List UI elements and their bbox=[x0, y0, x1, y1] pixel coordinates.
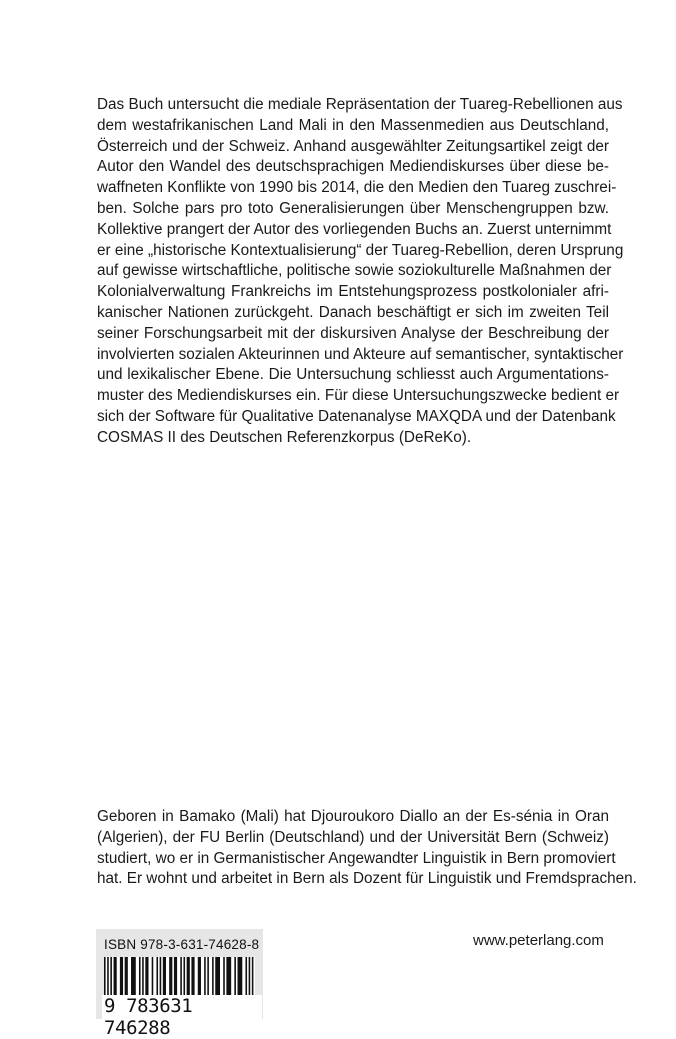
barcode-bar bbox=[139, 957, 141, 997]
barcode-bar bbox=[226, 957, 231, 997]
description-line: waffneten Konflikte von 1990 bis 2014, die den Medien den Tuareg zuschrei- bbox=[97, 179, 617, 197]
barcode-bar bbox=[169, 957, 172, 997]
description-line: er eine „historische Kontextualisierung“ der Tuareg-Rebellion, deren Ursprung bbox=[97, 241, 624, 259]
book-description bbox=[97, 95, 624, 449]
barcode-bar bbox=[125, 957, 128, 997]
description-line: kanischer Nationen zurückgeht. Danach beschäftigt er sich im zweiten Teil bbox=[97, 303, 609, 321]
barcode-bar bbox=[160, 957, 162, 997]
barcode-bar bbox=[142, 957, 144, 997]
description-line: und lexikalischer Ebene. Die Untersuchung schliesst auch Argumentations- bbox=[97, 366, 609, 384]
barcode-bar bbox=[198, 957, 201, 997]
barcode-bar bbox=[187, 957, 190, 997]
barcode-bar bbox=[207, 957, 209, 997]
bio-line: Geboren in Bamako (Mali) hat Djouroukoro Diallo an der Es-sénia in Oran bbox=[97, 808, 609, 825]
barcode-bar bbox=[104, 957, 106, 997]
author-bio bbox=[97, 807, 637, 890]
description-line: involvierten sozialen Akteurinnen und Akteure auf semantischer, syntaktischer bbox=[97, 345, 624, 363]
description-line: COSMAS II des Deutschen Referenzkorpus (DeReKo). bbox=[97, 428, 472, 446]
description-line: Das Buch untersucht die mediale Repräsentation der Tuareg-Rebellionen aus bbox=[97, 96, 623, 113]
barcode-bar bbox=[223, 957, 225, 997]
isbn-barcode-block bbox=[96, 929, 263, 1039]
barcode-bar bbox=[183, 957, 185, 997]
description-line: muster des Mediendiskurses ein. Für diese Untersuchungszwecke bedient er bbox=[97, 387, 620, 405]
barcode-bar bbox=[145, 957, 148, 997]
description-line: Kollektive prangert der Autor des vorliegenden Buchs an. Zuerst unternimmt bbox=[97, 220, 612, 238]
barcode-bar bbox=[156, 957, 158, 997]
barcode-bar bbox=[110, 957, 112, 997]
barcode-bar bbox=[114, 957, 117, 997]
isbn-label: ISBN 978-3-631-74628-8 bbox=[104, 937, 260, 952]
barcode-bar bbox=[107, 957, 109, 997]
barcode-bar bbox=[174, 957, 177, 997]
barcode-bar bbox=[180, 957, 182, 997]
barcode-bar bbox=[163, 957, 166, 997]
description-line: ben. Solche pars pro toto Generalisierungen über Menschengruppen bzw. bbox=[97, 199, 609, 217]
barcode-bar bbox=[238, 957, 243, 997]
barcode-bars bbox=[104, 957, 255, 997]
barcode-digits: 9 783631 746288 bbox=[102, 995, 262, 1039]
description-line: seiner Forschungsarbeit mit der diskursiven Analyse der Beschreibung der bbox=[97, 324, 609, 342]
publisher-website[interactable]: www.peterlang.com bbox=[473, 932, 604, 949]
barcode-bar bbox=[191, 957, 194, 997]
bio-line: (Algerien), der FU Berlin (Deutschland) und der Universität Bern (Schweiz) bbox=[97, 828, 609, 846]
barcode-bar bbox=[212, 957, 214, 997]
bio-line: studiert, wo er in Germanistischer Angewandter Linguistik in Bern promoviert bbox=[97, 849, 616, 867]
barcode-bar bbox=[252, 957, 254, 997]
barcode-bar bbox=[234, 957, 236, 997]
description-line: Autor den Wandel des deutschsprachigen Mediendiskurses über diese be- bbox=[97, 158, 609, 176]
description-line: dem westafrikanischen Land Mali in den Massenmedien aus Deutschland, bbox=[97, 116, 609, 134]
barcode-bar bbox=[120, 957, 123, 997]
barcode-bar bbox=[245, 957, 247, 997]
barcode-bar bbox=[204, 957, 206, 997]
barcode-bar bbox=[215, 957, 220, 997]
description-line: sich der Software für Qualitative Datenanalyse MAXQDA und der Datenbank bbox=[97, 407, 616, 425]
barcode-bar bbox=[152, 957, 154, 997]
description-line: Kolonialverwaltung Frankreichs im Entstehungsprozess postkolonialer afri- bbox=[97, 283, 609, 301]
bio-line: hat. Er wohnt und arbeitet in Bern als Dozent für Linguistik und Fremdsprachen. bbox=[97, 870, 637, 888]
barcode-bar bbox=[249, 957, 251, 997]
description-line: Österreich und der Schweiz. Anhand ausgewählter Zeitungsartikel zeigt der bbox=[97, 137, 609, 155]
barcode-bar bbox=[131, 957, 136, 997]
description-line: auf gewisse wirtschaftliche, politische sowie soziokulturelle Maßnahmen der bbox=[97, 262, 612, 280]
